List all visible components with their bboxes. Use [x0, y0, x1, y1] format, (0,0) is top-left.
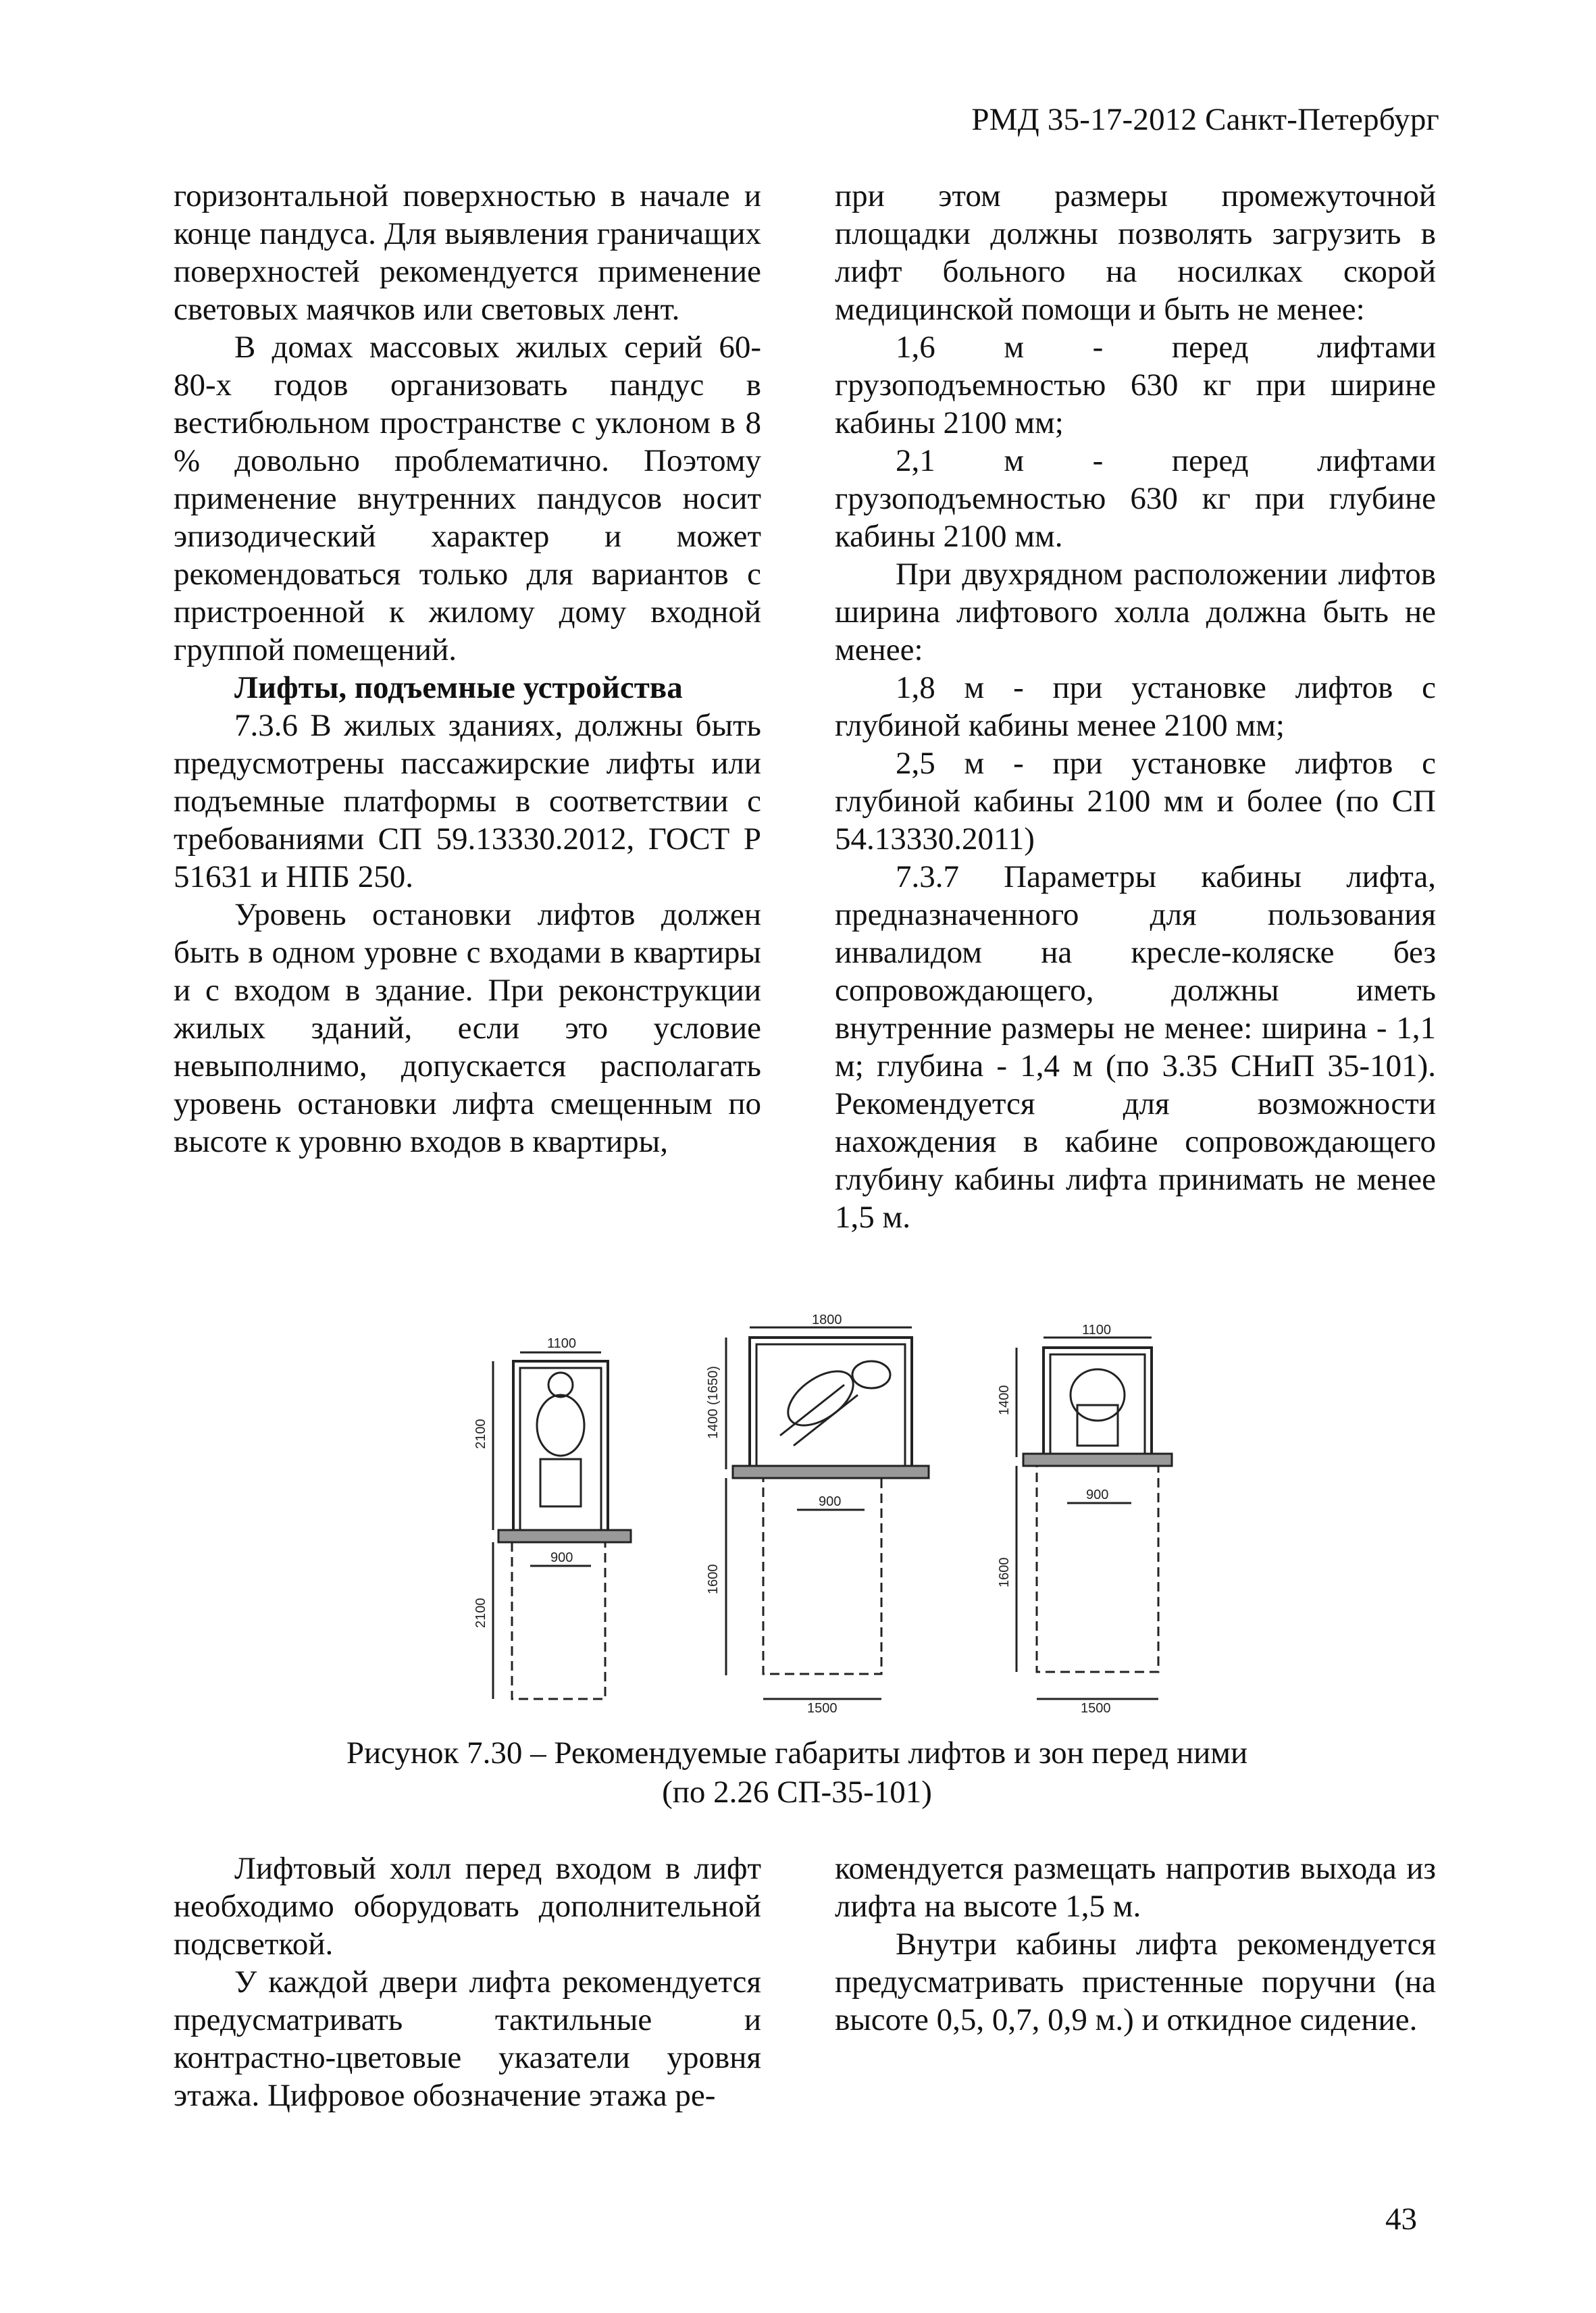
paragraph: В домах массовых жилых серий 60-80-х годов организовать пандус в вестибюльном пространстве с уклоном в 8 % довольно проблематично. Поэтому применение внутренних пандусов носит эпизодический характер и может рекомендоваться только для вариантов с пристроенной к жилому дому входной группой помещений. [174, 330, 761, 667]
paragraph: Внутри кабины лифта рекомендуется предусматривать пристенные поручни (на высоте 0,5, 0,7, 0,9 м.) и откидное сидение. [835, 1927, 1436, 2037]
caption-line-1: Рисунок 7.30 – Рекомендуемые габариты лифтов и зон перед ними [346, 1735, 1248, 1771]
left-column-top [174, 177, 761, 1161]
dim-1100-b: 1100 [1082, 1323, 1112, 1338]
paragraph: 1,6 м - перед лифтами грузоподъемностью 630 кг при ширине кабины 2100 мм; [835, 330, 1436, 440]
lift-dimensions-figure [466, 1311, 1479, 1716]
paragraph: У каждой двери лифта рекомендуется предусматривать тактильные и контрастно-цветовые указатели уровня этажа. Цифровое обозначение этажа ре- [174, 1964, 761, 2113]
dim-1100-a: 1100 [547, 1336, 577, 1351]
paragraph: При двухрядном расположении лифтов ширина лифтового холла должна быть не менее: [835, 557, 1436, 667]
dim-1800: 1800 [812, 1313, 842, 1327]
paragraph: 7.3.6 В жилых зданиях, должны быть предусмотрены пассажирские лифты или подъемные платформы в соответствии с требованиями СП 59.13330.2012, ГОСТ Р 51631 и НПБ 250. [174, 708, 761, 894]
paragraph: 7.3.7 Параметры кабины лифта, предназначенного для пользования инвалидом на кресле-коляске без сопровождающего, должны иметь внутренние размеры не менее: ширина - 1,1 м; глубина - 1,4 м (по 3.35 СНиП 35-101). Рекомендуется для возможности нахождения в кабине сопровождающего глубину кабины лифта принимать не менее 1,5 м. [835, 859, 1436, 1235]
figure-caption [203, 1733, 1391, 1812]
dim-1500-a: 1500 [807, 1701, 838, 1716]
lift-2-cabin [756, 1344, 905, 1466]
paragraph: Уровень остановки лифтов должен быть в одном уровне с входами в квартиры и с входом в здание. При реконструкции жилых зданий, если это условие невыполнимо, допускается располагать уровень остановки лифта смещенным по высоте к уровню входов в квартиры, [174, 897, 761, 1159]
dim-2100-b: 2100 [473, 1598, 488, 1628]
lift-plans-drawing [466, 1311, 1479, 1716]
dim-1400: 1400 [997, 1385, 1012, 1415]
paragraph: комендуется размещать напротив выхода из лифта на высоте 1,5 м. [835, 1851, 1436, 1924]
section-heading: Лифты, подъемные устройства [234, 670, 683, 705]
dim-900-a: 900 [550, 1550, 573, 1565]
dim-900-c: 900 [1086, 1488, 1109, 1502]
dim-900-b: 900 [819, 1494, 842, 1509]
left-column-bottom [174, 1850, 761, 2114]
paragraph: при этом размеры промежуточной площадки должны позволять загрузить в лифт больного на носилках скорой медицинской помощи и быть не менее: [835, 178, 1436, 327]
page-number: 43 [1385, 2202, 1417, 2237]
dim-1600-a: 1600 [706, 1564, 721, 1594]
lift-3-wheelchair-figure [1071, 1369, 1125, 1421]
paragraph: 1,8 м - при установке лифтов с глубиной кабины менее 2100 мм; [835, 670, 1436, 743]
document-header: РМД 35-17-2012 Санкт-Петербург [971, 102, 1439, 137]
paragraph: 2,1 м - перед лифтами грузоподъемностью 630 кг при глубине кабины 2100 мм. [835, 443, 1436, 554]
lift-1-wheelchair-figure [537, 1395, 584, 1456]
caption-line-2: (по 2.26 СП-35-101) [662, 1775, 932, 1810]
paragraph: Лифтовый холл перед входом в лифт необходимо оборудовать дополнительной подсветкой. [174, 1851, 761, 1962]
right-column-bottom [835, 1850, 1436, 2039]
dim-1400-1650: 1400 (1650) [706, 1366, 721, 1439]
dim-1500-b: 1500 [1081, 1701, 1111, 1716]
paragraph: горизонтальной поверхностью в начале и конце пандуса. Для выявления граничащих поверхностей рекомендуется применение световых маячков или световых лент. [174, 178, 761, 327]
paragraph: 2,5 м - при установке лифтов с глубиной кабины 2100 мм и более (по СП 54.13330.2011) [835, 746, 1436, 857]
dim-1600-b: 1600 [997, 1557, 1012, 1587]
right-column-top [835, 177, 1436, 1236]
dim-2100-a: 2100 [473, 1419, 488, 1449]
